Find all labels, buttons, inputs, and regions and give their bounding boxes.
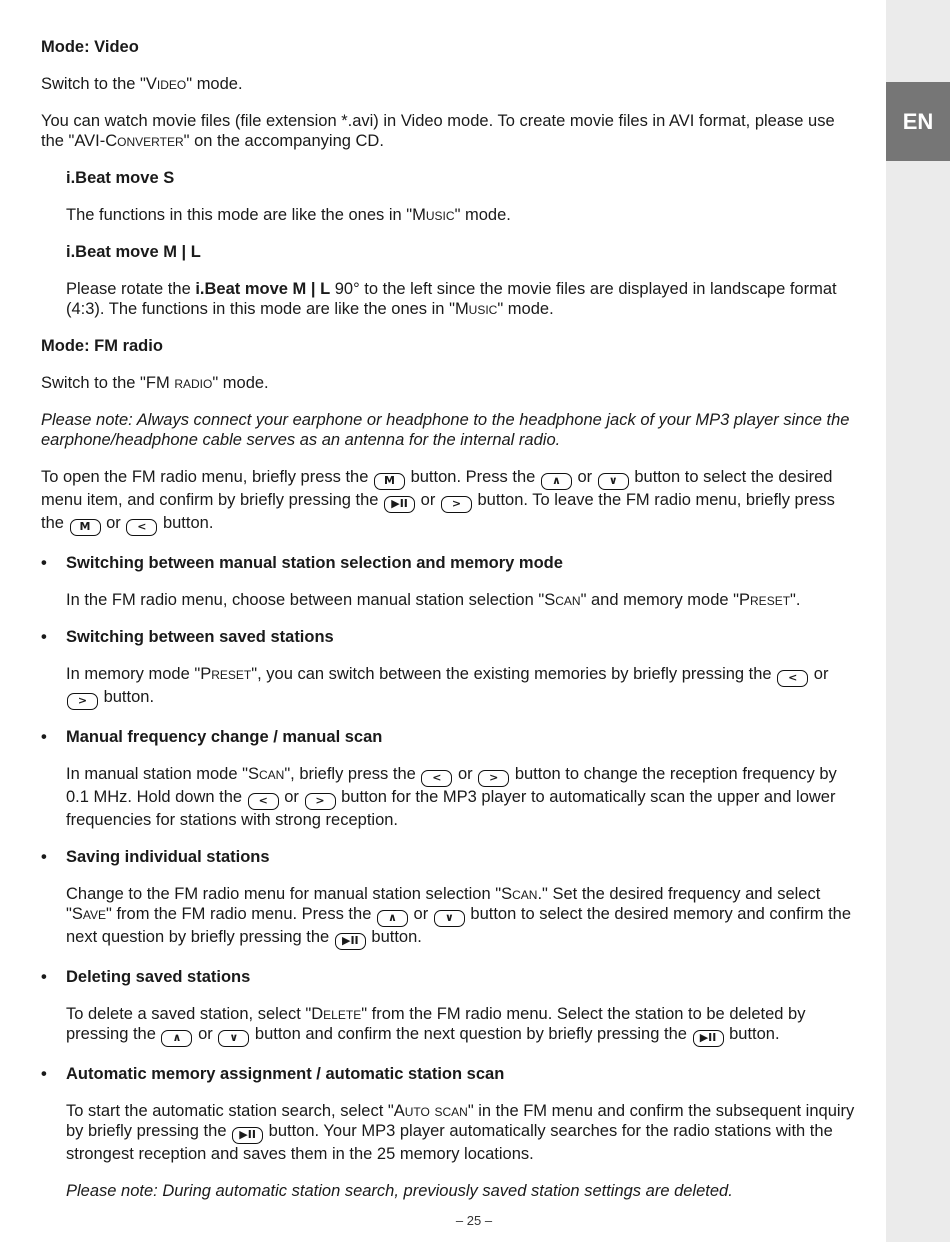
bullet-text: Change to the FM radio menu for manual station selection "Scan." Set the desired frequency and select "Save" from the FM radio menu. Press the ∧ or ∨ button to select the desired memory and confirm the next question by briefly pressing the ▶II button.	[66, 884, 856, 950]
left-key-icon: <	[126, 519, 157, 536]
video-description: You can watch movie files (file extension *.avi) in Video mode. To create movie files in AVI format, please use the "AVI-Converter" on the accompanying CD.	[41, 112, 835, 150]
left-key-icon: <	[421, 770, 452, 787]
language-label: EN	[902, 108, 934, 134]
fm-antenna-note: Please note: Always connect your earphone or headphone to the headphone jack of your MP3 player since the earphone/headphone cable serves as an antenna for the internal radio.	[41, 411, 850, 449]
bullet-text: In memory mode "Preset", you can switch between the existing memories by briefly pressing the < or > button.	[66, 664, 856, 710]
converter-name: Converter	[105, 132, 184, 150]
video-heading: Mode: Video	[41, 38, 139, 56]
play-pause-key-icon: ▶II	[335, 933, 366, 950]
bullet-heading: • Deleting saved stations	[66, 967, 856, 987]
play-pause-key-icon: ▶II	[232, 1127, 263, 1144]
bullet-heading: • Switching between saved stations	[66, 627, 856, 647]
right-key-icon: >	[305, 793, 336, 810]
bullet-heading: • Saving individual stations	[66, 847, 856, 867]
fm-menu-text: To open the FM radio menu, briefly press the M button. Press the ∧ or ∨ button to select the desired menu item, and confirm by briefly pressing the ▶II or > button. To leave the FM radio menu, briefly press the M or < button.	[41, 467, 856, 536]
bullet-heading: • Automatic memory assignment / automatic station scan	[66, 1064, 856, 1084]
fm-heading: Mode: FM radio	[41, 337, 163, 355]
play-pause-key-icon: ▶II	[384, 496, 415, 513]
left-key-icon: <	[248, 793, 279, 810]
model-ml-heading: i.Beat move M | L	[66, 243, 201, 261]
up-key-icon: ∧	[377, 910, 408, 927]
down-key-icon: ∨	[218, 1030, 249, 1047]
bullet-heading: • Manual frequency change / manual scan	[66, 727, 856, 747]
bullet-text: In manual station mode "Scan", briefly press the < or > button to change the reception frequency by 0.1 MHz. Hold down the < or > button for the MP3 player to automatically scan the upper and lower frequencies for stations with strong reception.	[66, 765, 837, 829]
page-content	[41, 37, 856, 1218]
bullet-text: In the FM radio menu, choose between manual station selection "Scan" and memory mode "Preset".	[66, 591, 801, 609]
left-key-icon: <	[777, 670, 808, 687]
page-number: – 25 –	[455, 1213, 493, 1228]
down-key-icon: ∨	[598, 473, 629, 490]
m-key-icon: M	[374, 473, 405, 490]
model-s-text: The functions in this mode are like the ones in "Music" mode.	[66, 206, 511, 224]
right-key-icon: >	[478, 770, 509, 787]
play-pause-key-icon: ▶II	[693, 1030, 724, 1047]
model-ml-text: Please rotate the i.Beat move M | L 90° to the left since the movie files are displayed in landscape format (4:3). The functions in this mode are like the ones in "Music" mode.	[66, 280, 837, 318]
bullet-heading: • Switching between manual station selection and memory mode	[66, 553, 856, 573]
up-key-icon: ∧	[541, 473, 572, 490]
page-margin-bar	[886, 0, 950, 1242]
m-key-icon: M	[70, 519, 101, 536]
up-key-icon: ∧	[161, 1030, 192, 1047]
right-key-icon: >	[441, 496, 472, 513]
right-key-icon: >	[67, 693, 98, 710]
bullet-text: To start the automatic station search, select "Auto scan" in the FM menu and confirm the subsequent inquiry by briefly pressing the ▶II button. Your MP3 player automatically searches for the radio stations with the strongest reception and saves them in the 25 memory locations.	[66, 1102, 855, 1163]
down-key-icon: ∨	[434, 910, 465, 927]
fm-switch-text: Switch to the "FM radio" mode.	[41, 374, 269, 392]
language-tab	[886, 82, 950, 161]
auto-scan-note: Please note: During automatic station search, previously saved station settings are deleted.	[66, 1182, 733, 1200]
bullet-text: To delete a saved station, select "Delete" from the FM radio menu. Select the station to be deleted by pressing the ∧ or ∨ button and confirm the next question by briefly pressing the ▶II button.	[66, 1004, 856, 1047]
video-switch-text: Switch to the "Video" mode.	[41, 75, 243, 93]
mode-name: Video	[145, 75, 187, 93]
model-s-heading: i.Beat move S	[66, 169, 175, 187]
